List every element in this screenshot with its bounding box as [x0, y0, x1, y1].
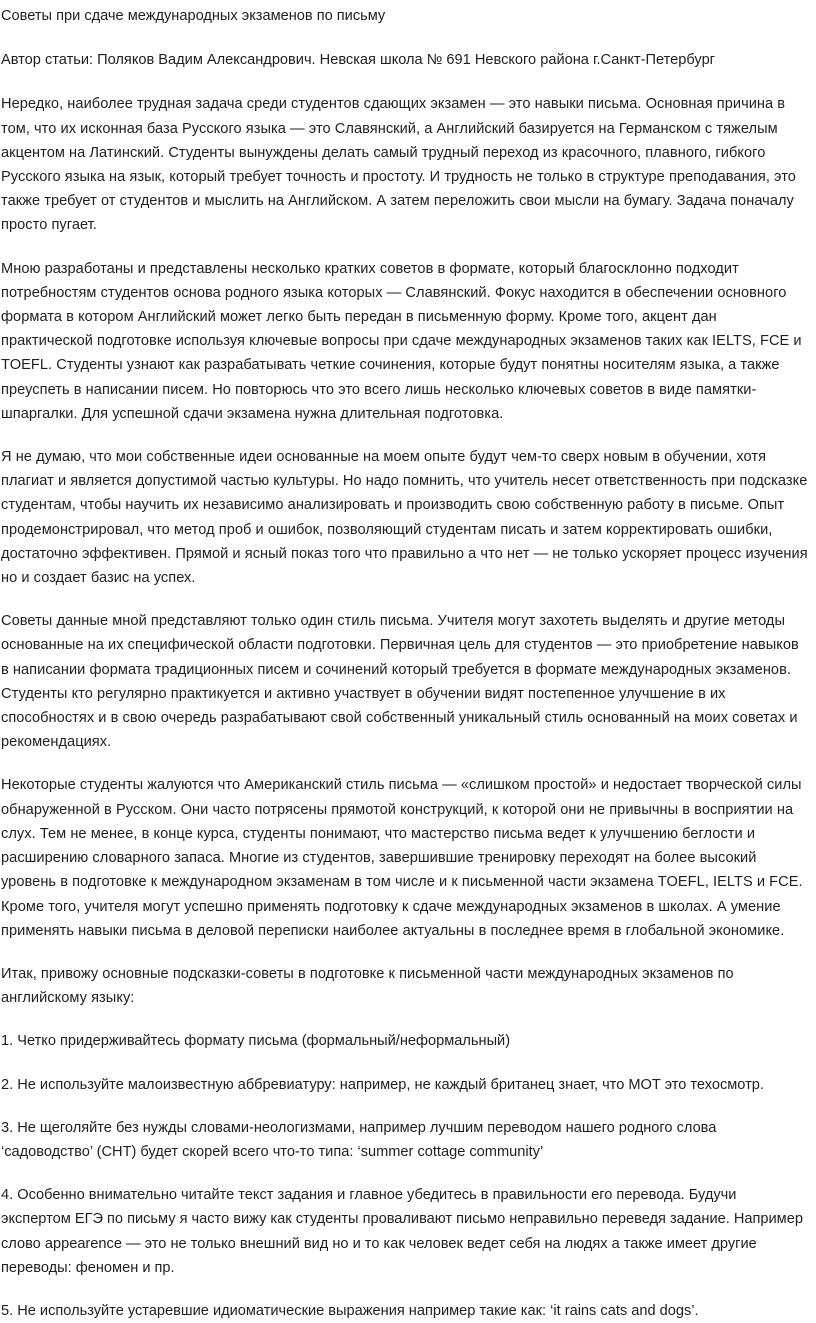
author-line: Автор статьи: Поляков Вадим Александрович. Невская школа № 691 Невского района г.Санкт-Петербург	[1, 52, 716, 69]
paragraph-intro: Нередко, наиболее трудная задача среди студентов сдающих экзамен — это навыки письма. Основная причина в том, что их исконная база Русского языка — это Славянский, а Английский базируется на Германском с тяжелым акцентом на Латинский. Студенты вынуждены делать самый трудный переход из красочного, плавного, гибкого Русского языка на язык, который требует точность и простоту. И трудность не только в структуре преподавания, это также требует от студентов и мыслить на Английском. А затем переложить свои мысли на бумагу. Задача поначалу просто пугает.	[1, 96, 796, 234]
paragraph-writing-style: Советы данные мной представляют только один стиль письма. Учителя могут захотеть выделять и другие методы основанные на их специфической области подготовки. Первичная цель для студентов — это приобретение навыков в написании формата традиционных писем и сочинений который требуется в формате международных экзаменов. Студенты кто регулярно практикуется и активно участвует в обучении видят постепенное улучшение в их способностях и в свою очередь разрабатывают свой собственный уникальный стиль основанный на моих советах и рекомендациях.	[1, 613, 799, 751]
tip-item-3: 3. Не щеголяйте без нужды словами-неологизмами, например лучшим переводом нашего родного слова ‘садоводство’ (СНТ) будет скорей всего что-то типа: ‘summer cottage community’	[1, 1119, 717, 1160]
paragraph-student-feedback: Некоторые студенты жалуются что Американский стиль письма — «слишком простой» и недостает творческой силы обнаруженной в Русском. Они часто потрясены прямотой конструкций, к которой они не привычны в восприятии на слух. Тем не менее, в конце курса, студенты понимают, что мастерство письма ведет к улучшению беглости и расширению словарного запаса. Многие из студентов, завершившие тренировку переходят на более высокий уровень в подготовке к международном экзаменам в том числе и к письменной части экзамена TOEFL, IELTS и FCE. Кроме того, учителя могут успешно применять подготовку к сдаче международных экзаменов в школах. А умение применять навыки письма в деловой переписки наиболее актуальны в последнее время в глобальной экономике.	[1, 777, 803, 939]
tip-item-2: 2. Не используйте малоизвестную аббревиатуру: например, не каждый британец знает, что MOT это техосмотр.	[1, 1076, 764, 1093]
tip-item-1: 1. Четко придерживайтесь формату письма (формальный/неформальный)	[1, 1033, 511, 1050]
tip-item-5: 5. Не используйте устаревшие идиоматические выражения например такие как: ‘it rains cats and dogs’.	[1, 1302, 699, 1319]
paragraph-teacher-responsibility: Я не думаю, что мои собственные идеи основанные на моем опыте будут чем-то сверх новым в обучении, хотя плагиат и является допустимой частью культуры. Но надо помнить, что учитель несет ответственность при подсказке студентам, чтобы научить их независимо анализировать и производить свою собственную работу в письме. Опыт продемонстрировал, что метод проб и ошибок, позволяющий студентам писать и затем корректировать ошибки, достаточно эффективен. Прямой и ясный показ того что правильно а что нет — не только ускоряет процесс изучения но и создает базис на успех.	[1, 449, 808, 587]
paragraph-tips-intro: Итак, привожу основные подсказки-советы в подготовке к письменной части международных экзаменов по английскому языку:	[1, 965, 734, 1007]
tip-item-4: 4. Особенно внимательно читайте текст задания и главное убедитесь в правильности его перевода. Будучи экспертом ЕГЭ по письму я часто вижу как студенты проваливают письмо неправильно переведя задание. Например слово appearence — это не только внешний вид но и то как человек ведет себя на людях а также имеет другие переводы: феномен и пр.	[1, 1187, 803, 1276]
article-title: Советы при сдаче международных экзаменов по письму	[1, 8, 386, 24]
paragraph-tips-format: Мною разработаны и представлены несколько кратких советов в формате, который благосклонно подходит потребностям студентов основа родного языка которых — Славянский. Фокус находится в обеспечении основного формата в котором Английский может легко быть передан в письменную форму. Кроме того, акцент дан практической подготовке используя ключевые вопросы при сдаче международных экзаменов таких как IELTS, FCE и TOEFL. Студенты узнают как разрабатывать четкие сочинения, которые будут понятны носителям языка, а также преуспеть в написании писем. Но повторюсь что это всего лишь несколько ключевых советов в виде памятки-шпаргалки. Для успешной сдачи экзамена нужна длительная подготовка.	[1, 260, 802, 422]
